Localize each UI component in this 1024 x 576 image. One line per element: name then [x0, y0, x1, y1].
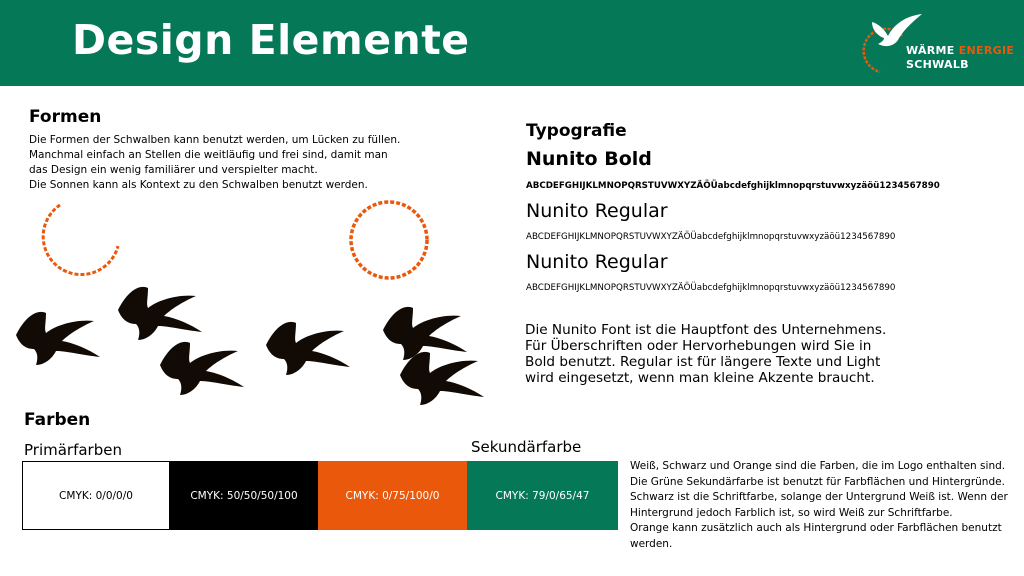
typografie-desc-4: wird eingesetzt, wenn man kleine Akzente braucht. — [525, 370, 875, 386]
swallow-icon — [118, 287, 202, 340]
swatch-orange-label: CMYK: 0/75/100/0 — [345, 489, 440, 502]
formen-line-3: das Design ein wenig familiärer und verspielter macht. — [29, 164, 318, 176]
swatch-black — [170, 461, 318, 530]
swatch-green-label: CMYK: 79/0/65/47 — [495, 489, 590, 502]
company-logo — [850, 10, 1020, 80]
formen-line-4: Die Sonnen kann als Kontext zu den Schwalben benutzt werden. — [29, 179, 368, 191]
farben-desc-6: werden. — [630, 538, 673, 550]
farben-desc-4: Hintergrund jedoch Farblich ist, so wird Weiß zur Schriftfarbe. — [630, 507, 953, 519]
shapes-illustration — [0, 190, 520, 410]
swallow-icon — [16, 312, 100, 365]
sekundaerfarbe-label: Sekundärfarbe — [471, 438, 582, 456]
font-sample-regular-2: ABCDEFGHIJKLMNOPQRSTUVWXYZÄÖÜabcdefghijklmnopqrstuvwxyzäöü1234567890 — [526, 283, 896, 293]
farben-heading: Farben — [24, 410, 91, 430]
typografie-desc-2: Für Überschriften oder Hervorhebungen wird Sie in — [525, 338, 872, 354]
swatch-white-label: CMYK: 0/0/0/0 — [59, 489, 133, 502]
font-name-regular-2: Nunito Regular — [526, 251, 668, 273]
farben-desc-1: Weiß, Schwarz und Orange sind die Farben, die im Logo enthalten sind. — [630, 460, 1006, 472]
typografie-heading: Typografie — [526, 121, 627, 141]
swatch-green — [467, 461, 618, 530]
sun-ring-icon — [43, 205, 118, 275]
font-sample-bold: ABCDEFGHIJKLMNOPQRSTUVWXYZÄÖÜabcdefghijklmnopqrstuvwxyzäöü1234567890 — [526, 181, 940, 191]
swallow-icon — [160, 342, 244, 395]
farben-desc-2: Die Grüne Sekundärfarbe ist benutzt für Farbflächen und Hintergründe. — [630, 476, 1005, 488]
swatch-black-label: CMYK: 50/50/50/100 — [190, 489, 298, 502]
font-sample-regular-1: ABCDEFGHIJKLMNOPQRSTUVWXYZÄÖÜabcdefghijklmnopqrstuvwxyzäöü1234567890 — [526, 232, 896, 242]
formen-line-1: Die Formen der Schwalben kann benutzt werden, um Lücken zu füllen. — [29, 134, 401, 146]
farben-desc-3: Schwarz ist die Schriftfarbe, solange der Untergrund Weiß ist. Wenn der — [630, 491, 1008, 503]
typografie-desc-1: Die Nunito Font ist die Hauptfont des Unternehmens. — [525, 322, 887, 338]
logo-line1 — [906, 44, 1014, 57]
swallow-icon — [266, 322, 350, 375]
sun-ring-icon — [351, 202, 427, 278]
formen-heading: Formen — [29, 107, 102, 127]
typografie-desc-3: Bold benutzt. Regular ist für längere Texte und Light — [525, 354, 881, 370]
logo-word-energie: ENERGIE — [958, 44, 1015, 57]
swatch-white — [22, 461, 170, 530]
page-title: Design Elemente — [72, 16, 470, 64]
header-bar — [0, 0, 1024, 86]
font-name-regular-1: Nunito Regular — [526, 200, 668, 222]
logo-line2: SCHWALB — [906, 58, 969, 71]
formen-line-2: Manchmal einfach an Stellen die weitläufig und frei sind, damit man — [29, 149, 388, 161]
font-name-bold: Nunito Bold — [526, 148, 652, 170]
swatch-orange — [318, 461, 467, 530]
farben-desc-5: Orange kann zusätzlich auch als Hintergrund oder Farbflächen benutzt — [630, 522, 1002, 534]
swallow-icon — [400, 352, 484, 405]
logo-word-waerme: WÄRME — [906, 44, 955, 57]
primaerfarben-label: Primärfarben — [24, 441, 122, 459]
